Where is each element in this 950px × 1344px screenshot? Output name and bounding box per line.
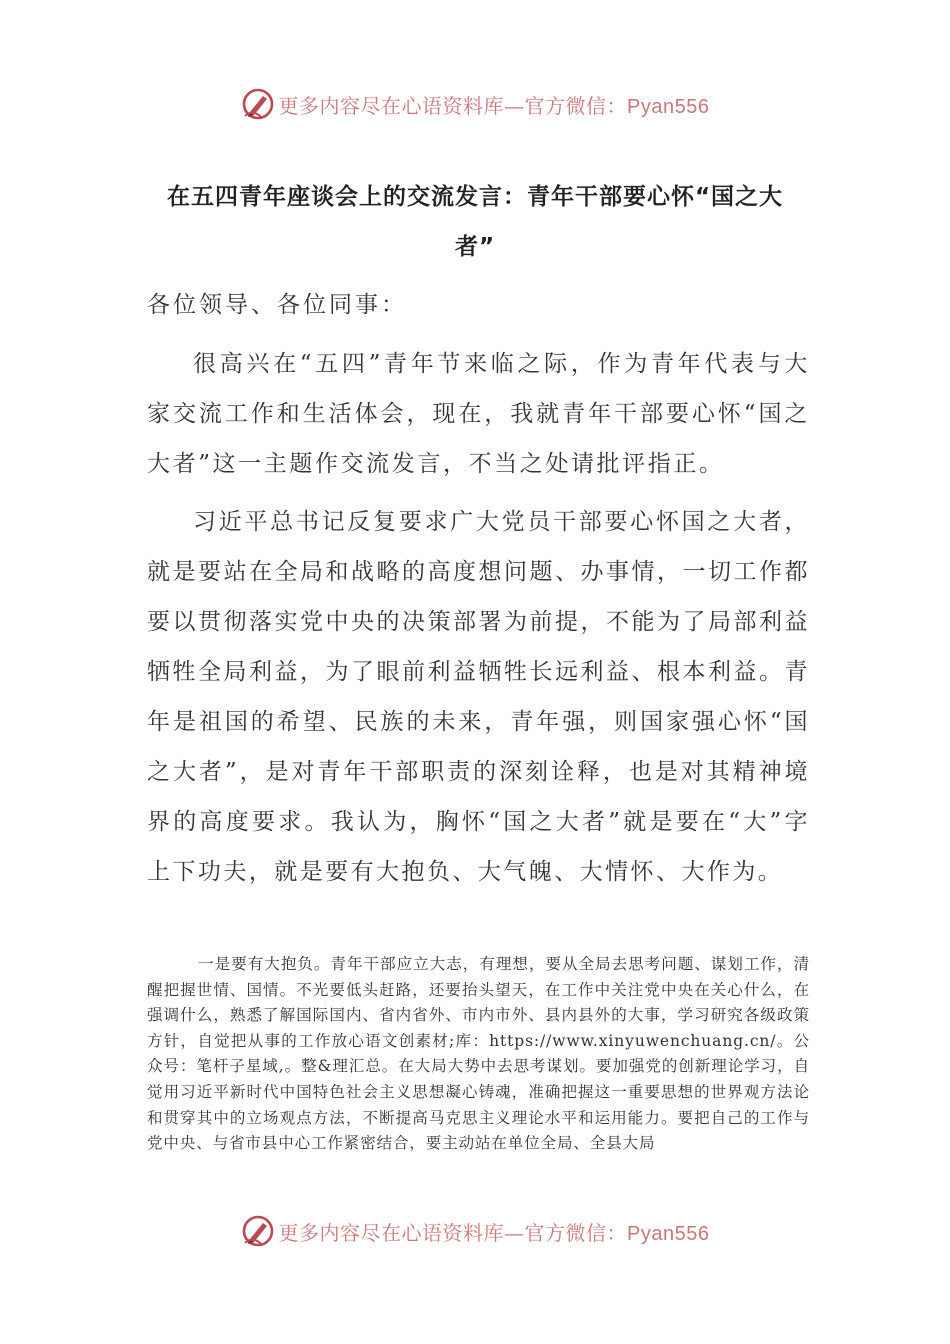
paragraph-point-one: 一是要有大抱负。青年干部应立大志，有理想，要从全局去思考问题、谋划工作，清醒把握世情、国情。不光要低头赶路，还要抬头望天，在工作中关注党中央在关心什么，在强调什么，熟悉了解国际国内、省内省外、市内市外、县内县外的大事，学习研究各级政策方针，自觉把从事的工作放心语文创素材;库：https://www.xinyuwenchuang.cn/。公众号：笔杆子星域,。整&理汇总。在大局大势中去思考谋划。要加强党的创新理论学习，自觉用习近平新时代中国特色社会主义思想凝心铸魂，准确把握这一重要思想的世界观方法论和贯穿其中的立场观点方法，不断提高马克思主义理论水平和运用能力。要把自己的工作与党中央、与省市县中心工作紧密结合，要主动站在单位全局、全县大局 [147, 955, 810, 1153]
salutation: 各位领导、各位同事： [147, 292, 407, 318]
footer-watermark-banner [0, 1211, 950, 1251]
pen-logo-icon [241, 87, 275, 121]
banner-wechat-id: Pyan556 [627, 95, 710, 118]
pen-logo-icon [241, 1214, 275, 1248]
paragraph-main: 习近平总书记反复要求广大党员干部要心怀国之大者，就是要站在全局和战略的高度想问题、办事情，一切工作都要以贯彻落实党中央的决策部署为前提，不能为了局部利益牺牲全局利益，为了眼前利益牺牲长远利益、根本利益。青年是祖国的希望、民族的未来，青年强，则国家强心怀“国之大者”，是对青年干部职责的深刻诠释，也是对其精神境界的高度要求。我认为，胸怀“国之大者”就是要在“大”字上下功夫，就是要有大抱负、大气魄、大情怀、大作为。 [147, 509, 810, 885]
document-title: 在五四青年座谈会上的交流发言：青年干部要心怀“国之大者” [166, 184, 784, 260]
banner-text: 更多内容尽在心语资料库—官方微信： [278, 1220, 628, 1245]
paragraph-intro: 很高兴在“五四”青年节来临之际，作为青年代表与大家交流工作和生活体会，现在，我就青年干部要心怀“国之大者”这一主题作交流发言，不当之处请批评指正。 [147, 351, 810, 477]
banner-wechat-id: Pyan556 [627, 1222, 710, 1245]
banner-text: 更多内容尽在心语资料库—官方微信： [278, 93, 628, 118]
header-watermark-banner [0, 84, 950, 124]
